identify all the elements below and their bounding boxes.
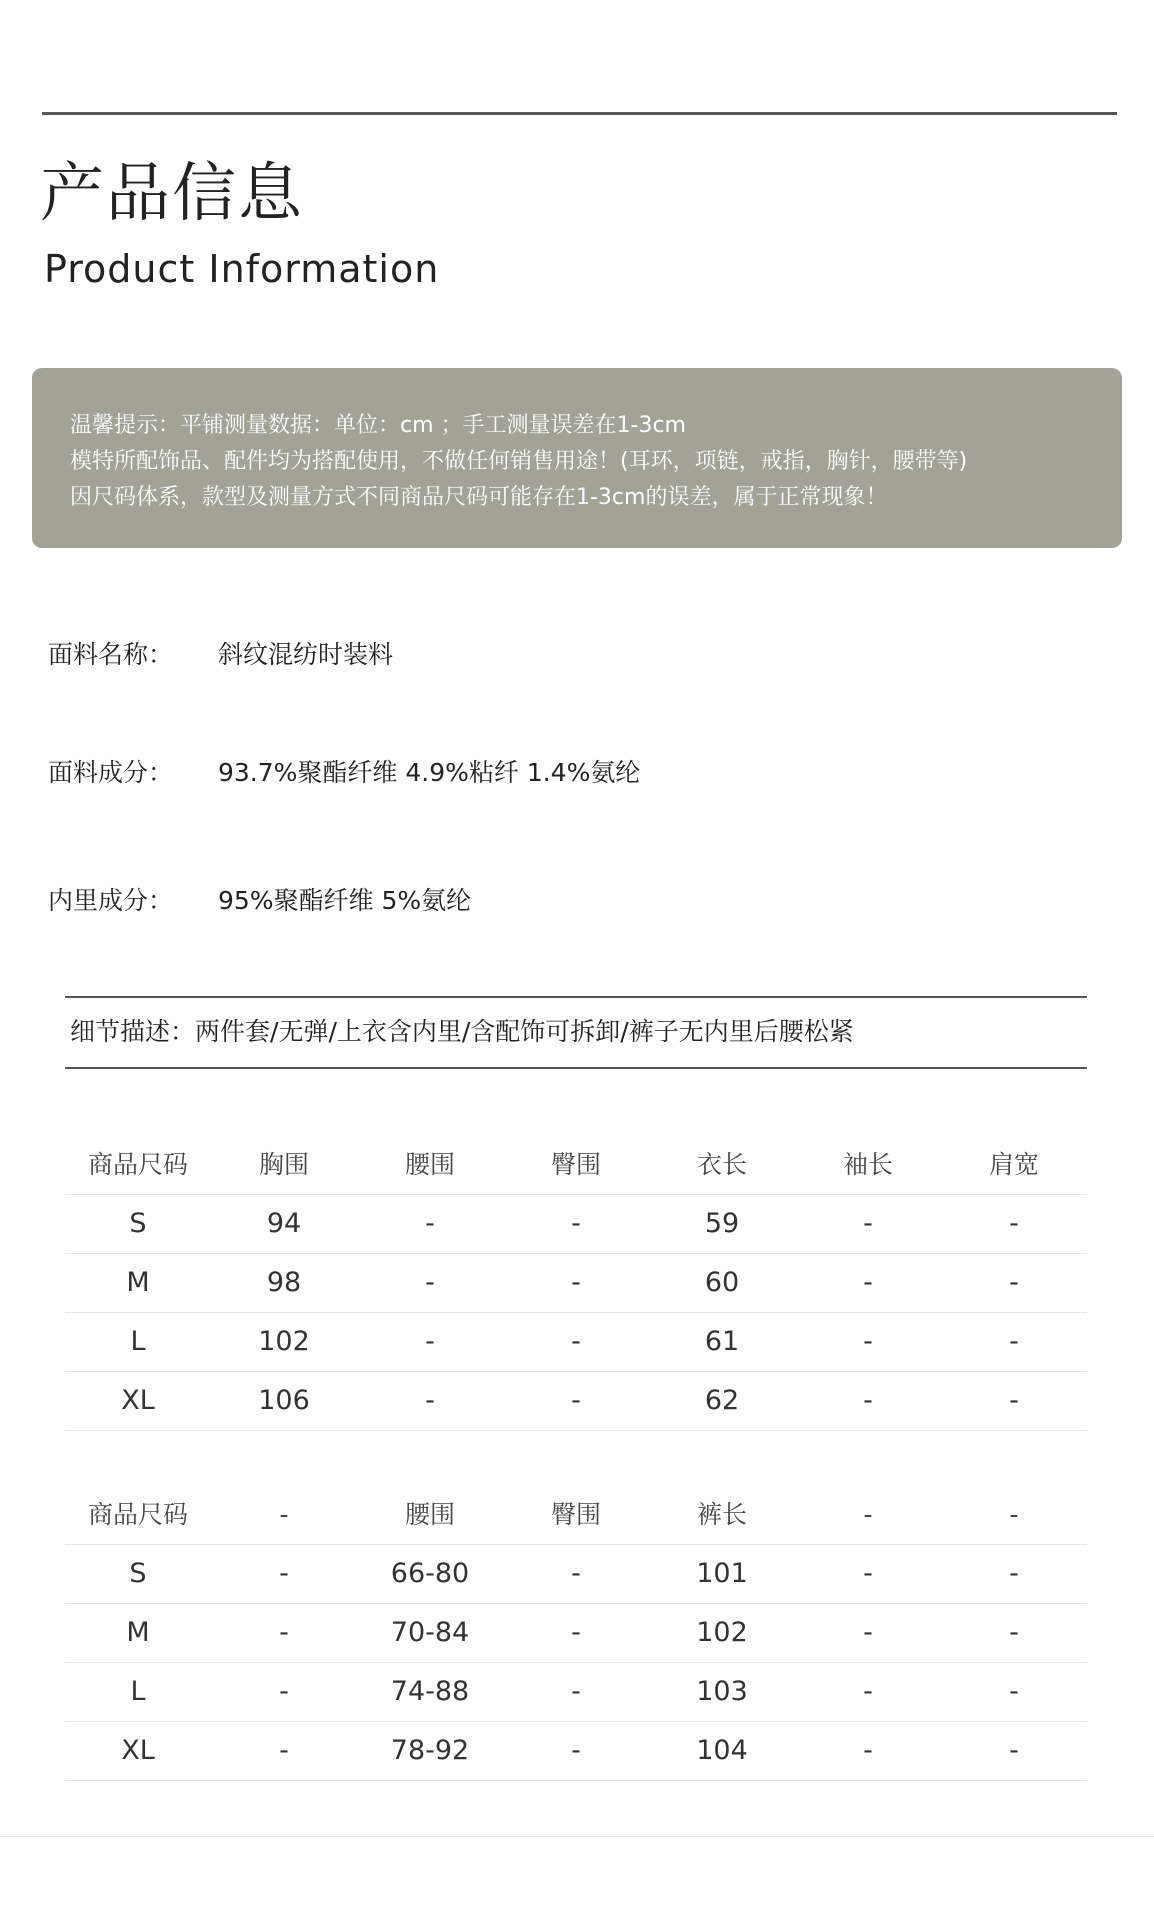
- header-cell-sleeve: 袖长: [842, 1150, 893, 1179]
- table-cell: -: [1009, 1735, 1019, 1766]
- header-cell-hip: 臀围: [550, 1150, 601, 1179]
- table-cell: -: [863, 1208, 873, 1239]
- header-cell-hip: 臀围: [550, 1500, 601, 1529]
- table-cell: -: [571, 1617, 581, 1648]
- table-row: [65, 1722, 1087, 1781]
- notice-line-size-error: 因尺码体系，款型及测量方式不同商品尺码可能存在1-3cm的误差，属于正常现象！: [70, 485, 888, 510]
- detail-bottom-divider: [65, 1067, 1087, 1069]
- header-cell-pants-length: 裤长: [696, 1500, 747, 1529]
- table-row: [65, 1254, 1087, 1313]
- fabric-composition-value: 93.7%聚酯纤维 4.9%粘纤 1.4%氨纶: [218, 758, 641, 787]
- table-cell: 102: [258, 1326, 310, 1357]
- bottom-divider: [0, 1836, 1154, 1837]
- table-cell: -: [863, 1326, 873, 1357]
- top-size-table: [65, 1136, 1087, 1431]
- table-cell: 60: [704, 1267, 740, 1298]
- table-cell: -: [1009, 1385, 1019, 1416]
- table-cell: -: [863, 1267, 873, 1298]
- header-cell-bust: 胸围: [258, 1150, 309, 1179]
- table-row: [65, 1195, 1087, 1254]
- table-cell: -: [571, 1735, 581, 1766]
- top-divider: [42, 112, 1117, 115]
- page-title: 产品信息: [40, 157, 304, 231]
- fabric-name-field: [48, 638, 393, 672]
- table-cell: 101: [696, 1558, 748, 1589]
- detail-label: 细节描述：: [70, 1017, 196, 1046]
- table-cell: 78-92: [390, 1735, 470, 1766]
- header-cell-waist: 腰围: [404, 1150, 455, 1179]
- table-cell: -: [571, 1208, 581, 1239]
- table-cell: -: [425, 1385, 435, 1416]
- table-row: [65, 1663, 1087, 1722]
- table-cell: -: [863, 1676, 873, 1707]
- table-cell: 62: [704, 1385, 740, 1416]
- fabric-name-label: 面料名称：: [48, 640, 174, 669]
- table-cell: -: [1009, 1617, 1019, 1648]
- table-header-row: [65, 1136, 1087, 1195]
- table-cell: -: [1009, 1558, 1019, 1589]
- detail-value: 两件套/无弹/上衣含内里/含配饰可拆卸/裤子无内里后腰松紧: [195, 1017, 854, 1046]
- table-cell: 98: [266, 1267, 302, 1298]
- table-cell: -: [279, 1617, 289, 1648]
- table-cell: -: [425, 1326, 435, 1357]
- lining-composition-value: 95%聚酯纤维 5%氨纶: [218, 886, 472, 915]
- lining-composition-field: [48, 884, 471, 918]
- header-cell-waist: 腰围: [404, 1500, 455, 1529]
- table-cell: 74-88: [390, 1676, 470, 1707]
- detail-top-divider: [65, 996, 1087, 998]
- table-cell: -: [279, 1676, 289, 1707]
- table-header-row: [65, 1486, 1087, 1545]
- header-cell-shoulder: 肩宽: [988, 1150, 1039, 1179]
- header-cell-empty: -: [279, 1500, 289, 1529]
- lining-composition-label: 内里成分：: [48, 886, 174, 915]
- table-cell: 70-84: [390, 1617, 470, 1648]
- table-row: [65, 1604, 1087, 1663]
- notice-line-accessories: 模特所配饰品、配件均为搭配使用，不做任何销售用途！(耳环，项链，戒指，胸针，腰带等): [70, 449, 968, 474]
- table-cell: -: [1009, 1326, 1019, 1357]
- table-cell: -: [863, 1385, 873, 1416]
- table-cell: M: [126, 1267, 150, 1298]
- table-cell: -: [863, 1617, 873, 1648]
- detail-description: [70, 1015, 854, 1049]
- table-cell: -: [1009, 1676, 1019, 1707]
- table-cell: -: [279, 1558, 289, 1589]
- table-cell: XL: [121, 1735, 155, 1766]
- page-subtitle: Product Information: [44, 247, 440, 291]
- table-row: [65, 1313, 1087, 1372]
- notice-box: [32, 368, 1122, 548]
- table-cell: -: [1009, 1208, 1019, 1239]
- table-cell: 106: [258, 1385, 310, 1416]
- fabric-composition-label: 面料成分：: [48, 758, 174, 787]
- table-cell: -: [571, 1385, 581, 1416]
- table-cell: 61: [704, 1326, 740, 1357]
- header-cell-length: 衣长: [696, 1150, 747, 1179]
- table-cell: -: [571, 1676, 581, 1707]
- header-cell-empty: -: [863, 1500, 873, 1529]
- table-cell: -: [863, 1735, 873, 1766]
- table-cell: S: [129, 1208, 147, 1239]
- header-cell-empty: -: [1009, 1500, 1019, 1529]
- table-cell: -: [425, 1267, 435, 1298]
- table-cell: -: [863, 1558, 873, 1589]
- fabric-composition-field: [48, 756, 640, 790]
- table-cell: -: [425, 1208, 435, 1239]
- table-cell: -: [571, 1326, 581, 1357]
- header-cell-size: 商品尺码: [87, 1150, 188, 1179]
- table-cell: -: [571, 1267, 581, 1298]
- table-cell: 103: [696, 1676, 748, 1707]
- fabric-name-value: 斜纹混纺时装料: [218, 640, 394, 669]
- table-cell: S: [129, 1558, 147, 1589]
- table-cell: 94: [266, 1208, 302, 1239]
- table-cell: XL: [121, 1385, 155, 1416]
- table-cell: L: [130, 1676, 146, 1707]
- bottom-size-table: [65, 1486, 1087, 1781]
- table-row: [65, 1372, 1087, 1431]
- table-cell: 66-80: [390, 1558, 470, 1589]
- table-cell: 102: [696, 1617, 748, 1648]
- header-cell-size: 商品尺码: [87, 1500, 188, 1529]
- table-cell: M: [126, 1617, 150, 1648]
- table-cell: -: [1009, 1267, 1019, 1298]
- notice-line-measurement: 温馨提示：平铺测量数据：单位：cm ；手工测量误差在1-3cm: [70, 413, 686, 438]
- table-cell: 104: [696, 1735, 748, 1766]
- table-row: [65, 1545, 1087, 1604]
- table-cell: 59: [704, 1208, 740, 1239]
- table-cell: -: [279, 1735, 289, 1766]
- table-cell: -: [571, 1558, 581, 1589]
- table-cell: L: [130, 1326, 146, 1357]
